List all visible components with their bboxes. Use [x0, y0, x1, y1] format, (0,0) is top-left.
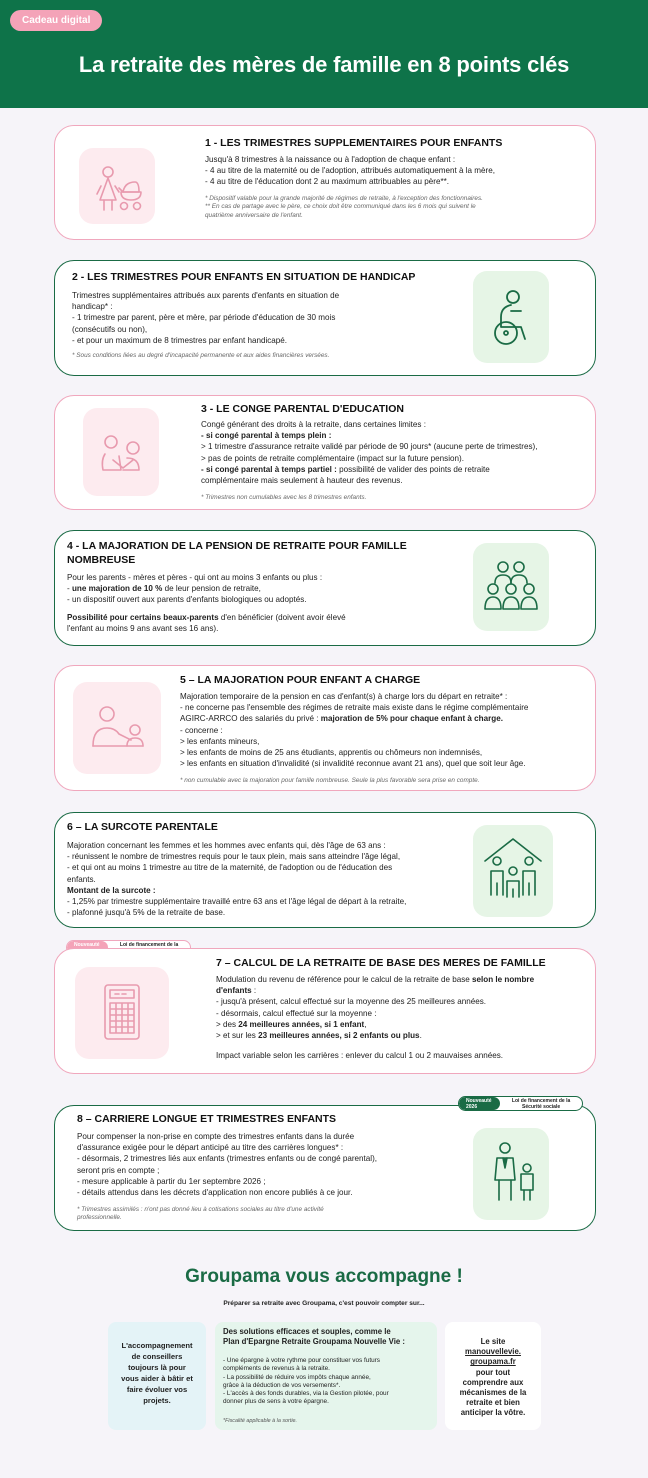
card-7	[54, 948, 596, 1074]
parent-reading-icon	[83, 408, 159, 496]
card-1-note: * Dispositif valable pour la grande majorité de régimes de retraite, à l'exception des fonctionnaires. ** En cas de partage avec le père, ce choix doit être communiqué dans les 6 mois qui suivent le quatrième anniversaire de l'enfant.	[205, 195, 483, 219]
groupama-subtitle: Préparer sa retraite avec Groupama, c'est pouvoir compter sur...	[223, 1300, 425, 1307]
card-6-body: Majoration concernant les femmes et les hommes avec enfants qui, dès l'âge de 63 ans : - réunissent le nombre de trimestres requis pour le taux plein, mais sans atteindre l'âge légal, - et qui ont au moins 1 trimestre au titre de la maternité, de l'adoption ou de l'éducation des enfants. Montant de la surcote : - 1,25% par trimestre supplémentaire travaillé entre 63 ans et l'âge légal de départ à la retraite, - plafonné jusqu'à 5% de la retraite de base.	[67, 841, 407, 918]
website-link[interactable]: manouvellevie.	[465, 1347, 521, 1357]
card-8-tags: Nouveauté 2026 Loi de financement de la Sécurité sociale	[458, 1096, 583, 1111]
page-title: La retraite des mères de famille en 8 points clés	[78, 52, 570, 77]
card-5-title: 5 – LA MAJORATION POUR ENFANT A CHARGE	[180, 674, 421, 686]
card-3	[54, 395, 596, 510]
card-3-title: 3 - LE CONGE PARENTAL D'EDUCATION	[201, 403, 404, 415]
feature-solutions: Des solutions efficaces et souples, comme le Plan d'Epargne Retraite Groupama Nouvelle Vie : - Une épargne à votre rythme pour constituer vos futurs compléments de revenus à la retraite. - La possibilité de réduire vos impôts chaque année, grâce à la déduction de vos versements*. - L'accès à des fonds durables, via la Gestion pilotée, pour donner plus de sens à votre épargne. *Fiscalité applicable à la sortie.	[215, 1322, 437, 1430]
card-8	[54, 1105, 596, 1231]
adult-and-child-icon	[73, 682, 161, 774]
card-5-note: * non cumulable avec la majoration pour famille nombreuse. Seule la plus favorable sera prise en compte.	[180, 777, 480, 784]
card-5-body: Majoration temporaire de la pension en cas d'enfant(s) à charge lors du départ en retraite* : - ne concerne pas l'ensemble des régimes de retraite mais existe dans le régime complémentaire AGIRC-ARRCO des salariés du privé : majoration de 5% pour chaque enfant à charge. - concerne : > les enfants mineurs, > les enfants de moins de 25 ans étudiants, apprentis ou chômeurs non indemnisés, > les enfants en situation d'invalidité (si invalidité reconnue avant 21 ans), quel que soit leur âge.	[180, 692, 529, 769]
card-8-body: Pour compenser la non-prise en compte des trimestres enfants dans la durée d'assurance exigée pour le départ anticipé au titre des carrières longues* : - désormais, 2 trimestres liés aux enfants (trimestres enfants ou de congé parental), seront pris en compte ; - mesure applicable à partir du 1er septembre 2026 ; - détails attendus dans les décrets d'application non encore publiés à ce jour.	[77, 1132, 378, 1198]
card-3-body: Congé générant des droits à la retraite, dans certaines limites : - si congé parental à temps plein : > 1 trimestre d'assurance retraite validé par période de 90 jours* (aucune perte de trimestres), > pas de points de retraite complémentaire (impact sur la future pension). - si congé parental à temps partiel : possibilité de valider des points de retraite complémentaire mais seulement à hauteur des revenus.	[201, 420, 538, 486]
card-1-title: 1 - LES TRIMESTRES SUPPLEMENTAIRES POUR ENFANTS	[205, 137, 503, 149]
mother-and-stroller-icon	[79, 148, 155, 224]
card-8-note: * Trimestres assimilés : n'ont pas donné lieu à cotisations sociales au titre d'une activité professionnelle.	[77, 1206, 324, 1222]
feature-website: Le site manouvellevie. groupama.fr pour tout comprendre aux mécanismes de la retraite et bien anticiper la vôtre.	[445, 1322, 541, 1430]
website-link-domain[interactable]: groupama.fr	[470, 1357, 516, 1367]
card-2-note: * Sous conditions liées au degré d'incapacité permanente et aux aides financières versées.	[72, 352, 330, 359]
card-7-title: 7 – CALCUL DE LA RETRAITE DE BASE DES MERES DE FAMILLE	[216, 957, 546, 969]
card-4-title: 4 - LA MAJORATION DE LA PENSION DE RETRAITE POUR FAMILLE NOMBREUSE	[67, 540, 407, 566]
gift-badge: Cadeau digital	[10, 10, 102, 31]
card-2	[54, 260, 596, 376]
card-1-body: Jusqu'à 8 trimestres à la naissance ou à l'adoption de chaque enfant : - 4 au titre de la maternité ou de l'adoption, attribués automatiquement à la mère, - 4 au titre de l'éducation dont 2 au maximum attribuables au père**.	[205, 155, 495, 187]
card-6-title: 6 – LA SURCOTE PARENTALE	[67, 821, 218, 833]
card-1	[54, 125, 596, 240]
groupama-title: Groupama vous accompagne !	[185, 1266, 463, 1287]
card-4-body: Pour les parents - mères et pères - qui ont au moins 3 enfants ou plus : - une majoration de 10 % de leur pension de retraite, - un dispositif ouvert aux parents d'enfants biologiques ou adoptés. Possibilité pour certains beaux-parents d'en bénéficier (doivent avoir élevé l'enfant au moins 9 ans avant ses 16 ans).	[67, 573, 346, 633]
feature-advisors: L'accompagnement de conseillers toujours là pour vous aider à bâtir et faire évoluer vos projets.	[108, 1322, 206, 1430]
card-4	[54, 530, 596, 646]
card-2-body: Trimestres supplémentaires attribués aux parents d'enfants en situation de handicap* : - 1 trimestre par parent, père et mère, par période d'éducation de 30 mois (consécutifs ou non), - et pour un maximum de 8 trimestres par enfant handicapé.	[72, 291, 340, 345]
card-6	[54, 812, 596, 928]
card-5	[54, 665, 596, 791]
large-family-icon	[473, 543, 549, 631]
card-2-title: 2 - LES TRIMESTRES POUR ENFANTS EN SITUATION DE HANDICAP	[72, 271, 416, 283]
card-3-note: * Trimestres non cumulables avec les 8 trimestres enfants.	[201, 494, 367, 501]
wheelchair-icon	[473, 271, 549, 363]
card-8-title: 8 – CARRIERE LONGUE ET TRIMESTRES ENFANTS	[77, 1113, 337, 1125]
card-7-tags: Nouveauté Loi de financement de la	[66, 940, 191, 955]
family-house-icon	[473, 825, 553, 917]
calculator-icon	[75, 967, 169, 1059]
header-banner	[0, 0, 648, 108]
card-7-body: Modulation du revenu de référence pour le calcul de la retraite de base selon le nombre d'enfants : - jusqu'à présent, calcul effectué sur la moyenne des 25 meilleures années. - désormais, calcul effectué sur la moyenne : > des 24 meilleures années, si 1 enfant, > et sur les 23 meilleures années, si 2 enfants ou plus. Impact variable selon les carrières : enlever du calcul 1 ou 2 mauvaises années.	[216, 975, 535, 1061]
parent-and-child-icon	[473, 1128, 549, 1220]
